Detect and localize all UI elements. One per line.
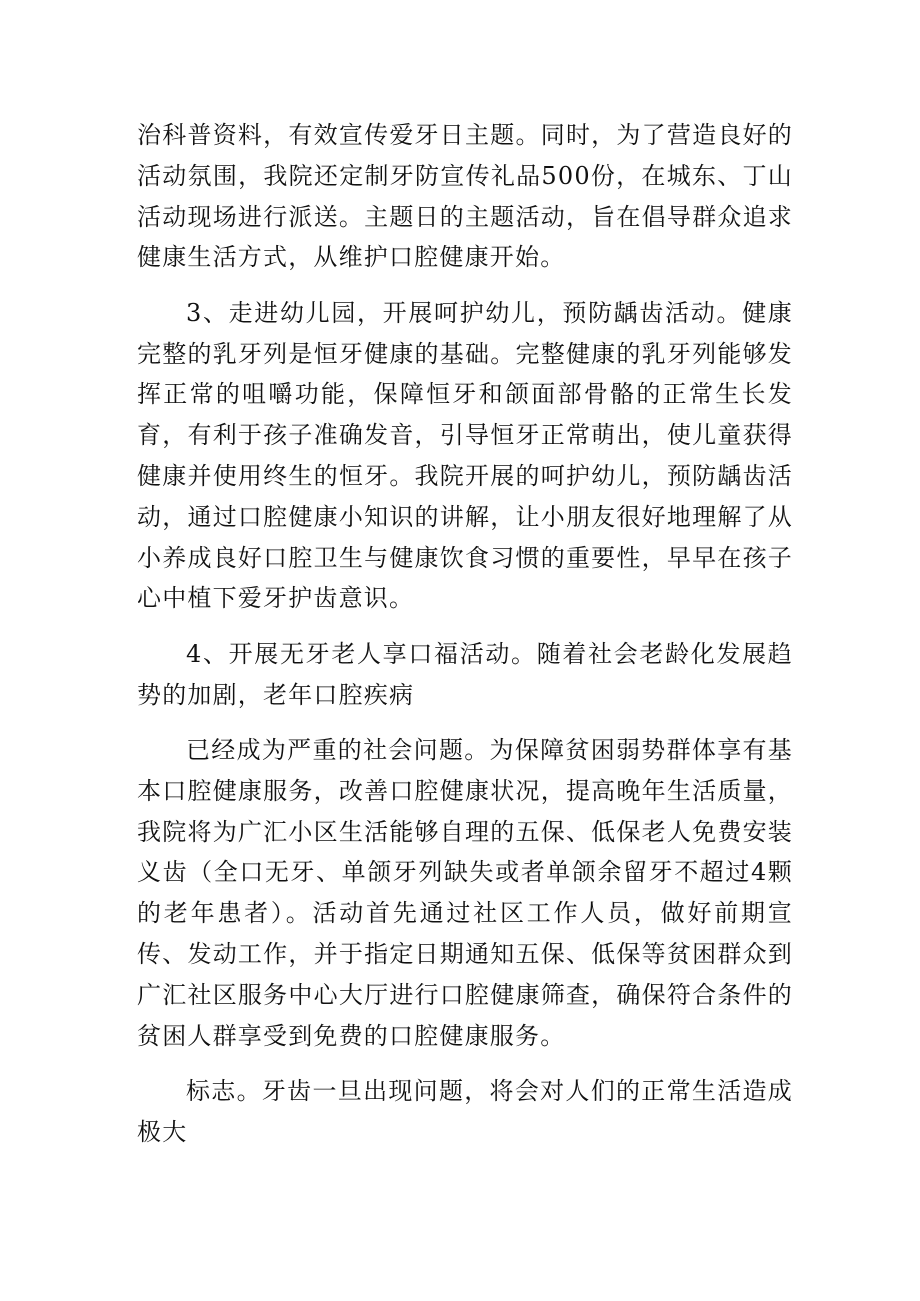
paragraph-3: 4、开展无牙老人享口福活动。随着社会老龄化发展趋势的加剧，老年口腔疾病 bbox=[137, 639, 793, 709]
paragraph-1: 治科普资料，有效宣传爱牙日主题。同时，为了营造良好的活动氛围，我院还定制牙防宣传礼品500份，在城东、丁山活动现场进行派送。主题日的主题活动，旨在倡导群众追求健康生活方式，从维护口腔健康开始。 bbox=[137, 121, 793, 272]
paragraph-5: 标志。牙齿一旦出现问题，将会对人们的正常生活造成极大 bbox=[137, 1076, 793, 1146]
paragraph-4: 已经成为严重的社会问题。为保障贫困弱势群体享有基本口腔健康服务，改善口腔健康状况，提高晚年生活质量，我院将为广汇小区生活能够自理的五保、低保老人免费安装义齿（全口无牙、单颌牙列缺失或者单颌余留牙不超过4颗的老年患者）。活动首先通过社区工作人员，做好前期宣传、发动工作，并于指定日期通知五保、低保等贫困群众到广汇社区服务中心大厅进行口腔健康筛查，确保符合条件的贫困人群享受到免费的口腔健康服务。 bbox=[137, 735, 793, 1050]
document-body bbox=[137, 115, 793, 1167]
paragraph-2: 3、走进幼儿园，开展呵护幼儿，预防龋齿活动。健康完整的乳牙列是恒牙健康的基础。完整健康的乳牙列能够发挥正常的咀嚼功能，保障恒牙和颌面部骨骼的正常生长发育，有利于孩子准确发音，引导恒牙正常萌出，使儿童获得健康并使用终生的恒牙。我院开展的呵护幼儿，预防龋齿活动，通过口腔健康小知识的讲解，让小朋友很好地理解了从小养成良好口腔卫生与健康饮食习惯的重要性，早早在孩子心中植下爱牙护齿意识。 bbox=[137, 298, 793, 613]
